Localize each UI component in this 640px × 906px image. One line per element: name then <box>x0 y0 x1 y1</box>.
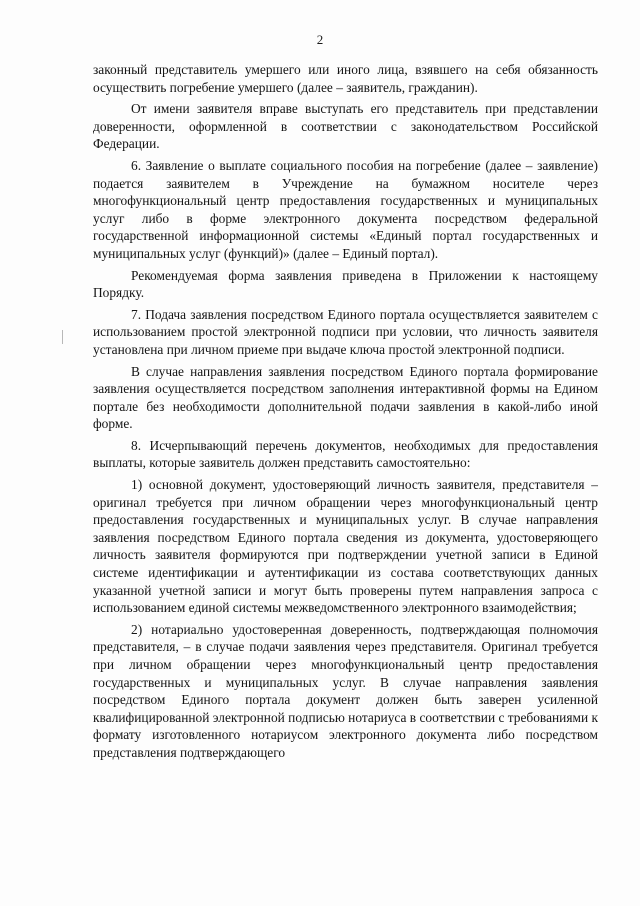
margin-mark <box>62 330 63 344</box>
paragraph-representative: От имени заявителя вправе выступать его представитель при представлении доверенности, оформленной в соответствии с законодательством Российской Федерации. <box>93 101 598 152</box>
document-body <box>93 61 598 766</box>
paragraph-continuation: законный представитель умершего или иного лица, взявшего на себя обязанность осуществить погребение умершего (далее – заявитель, гражданин). <box>93 62 598 95</box>
page-number: 2 <box>316 32 324 47</box>
paragraph-item-8: 8. Исчерпывающий перечень документов, необходимых для предоставления выплаты, которые заявитель должен представить самостоятельно: <box>93 437 598 471</box>
paragraph-subitem-1: 1) основной документ, удостоверяющий личность заявителя, представителя – оригинал требуется при личном обращении через многофункциональный центр предоставления государственных и муниципальных услуг. В случае направления заявления посредством Единого портала сведения из документа, удостоверяющего личность заявителя формируются при подтверждении учетной записи в Единой системе идентификации и аутентификации из состава соответствующих данных указанной учетной записи и могут быть проверены путем направления запроса с использованием единой системы межведомственного электронного взаимодействия; <box>93 477 598 616</box>
paragraph-item-7: 7. Подача заявления посредством Единого портала осуществляется заявителем с использованием простой электронной подписи при условии, что личность заявителя установлена при личном приеме при выдаче ключа простой электронной подписи. <box>93 306 598 357</box>
paragraph-item-6: 6. Заявление о выплате социального пособия на погребение (далее – заявление) подается заявителем в Учреждение на бумажном носителе через многофункциональный центр предоставления государственных и муниципальных услуг либо в форме электронного документа посредством федеральной государственной информационной системы «Единый портал государственных и муниципальных услуг (функций)» (далее – Единый портал). <box>93 157 598 261</box>
paragraph-portal-submission: В случае направления заявления посредством Единого портала формирование заявления осуществляется посредством заполнения интерактивной формы на Едином портале без необходимости дополнительной подачи заявления в какой-либо иной форме. <box>93 363 598 432</box>
paragraph-subitem-2: 2) нотариально удостоверенная доверенность, подтверждающая полномочия представителя, – в случае подачи заявления через представителя. Оригинал требуется при личном обращении через многофункциональный центр предоставления государственных и муниципальных услуг. В случае направления заявления посредством Единого портала документ должен быть заверен усиленной квалифицированной электронной подписью нотариуса в соответствии с требованиями к формату изготовленного нотариусом электронного документа либо посредством представления подтверждающего <box>93 621 598 760</box>
paragraph-recommended-form: Рекомендуемая форма заявления приведена в Приложении к настоящему Порядку. <box>93 267 598 301</box>
